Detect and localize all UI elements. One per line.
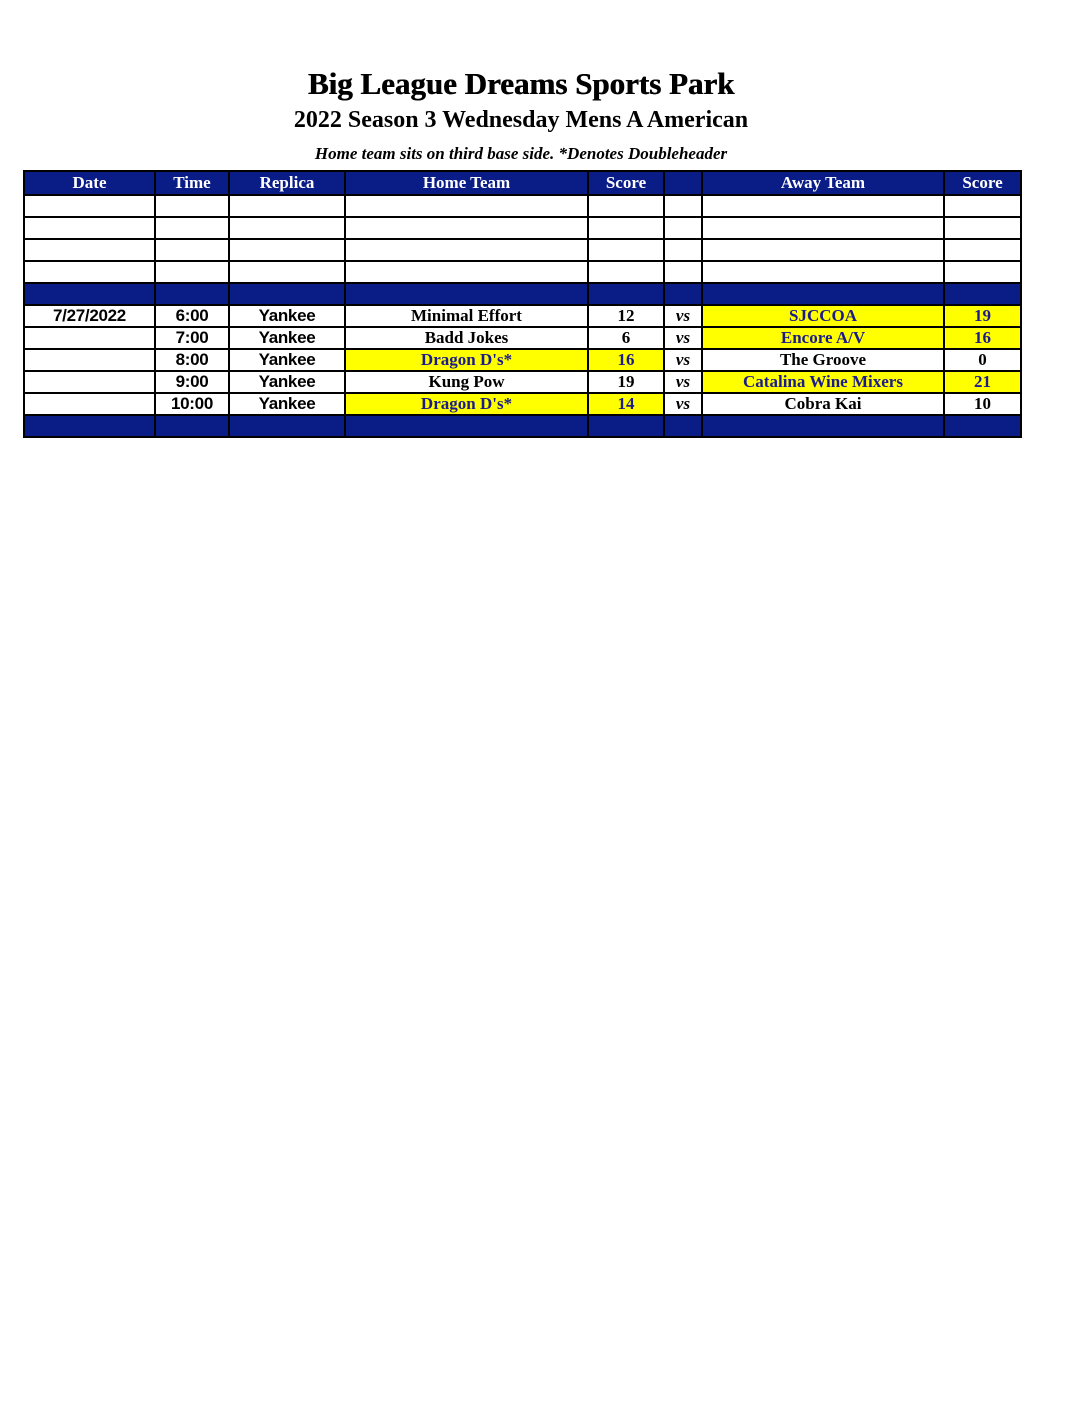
home-team: Minimal Effort bbox=[345, 305, 588, 327]
col-header-away-score: Score bbox=[944, 171, 1021, 195]
home-score: 16 bbox=[588, 349, 664, 371]
game-row bbox=[24, 305, 1021, 327]
game-date bbox=[24, 371, 155, 393]
away-team: Encore A/V bbox=[702, 327, 944, 349]
empty-row bbox=[24, 217, 1021, 239]
away-score: 19 bbox=[944, 305, 1021, 327]
away-team: Catalina Wine Mixers bbox=[702, 371, 944, 393]
col-header-away-team: Away Team bbox=[702, 171, 944, 195]
table-header-row bbox=[24, 171, 1021, 195]
game-field: Yankee bbox=[229, 371, 345, 393]
game-date bbox=[24, 393, 155, 415]
home-team: Kung Pow bbox=[345, 371, 588, 393]
home-score: 19 bbox=[588, 371, 664, 393]
vs-label: vs bbox=[664, 327, 702, 349]
game-time: 10:00 bbox=[155, 393, 229, 415]
away-score: 10 bbox=[944, 393, 1021, 415]
home-score: 12 bbox=[588, 305, 664, 327]
home-score: 14 bbox=[588, 393, 664, 415]
game-row bbox=[24, 393, 1021, 415]
game-row bbox=[24, 349, 1021, 371]
col-header-home-team: Home Team bbox=[345, 171, 588, 195]
col-header-date: Date bbox=[24, 171, 155, 195]
empty-row bbox=[24, 239, 1021, 261]
vs-label: vs bbox=[664, 371, 702, 393]
game-field: Yankee bbox=[229, 327, 345, 349]
schedule-note: Home team sits on third base side. *Denotes Doubleheader bbox=[314, 144, 728, 163]
col-header-vs bbox=[664, 171, 702, 195]
away-team: SJCCOA bbox=[702, 305, 944, 327]
home-team: Dragon D's* bbox=[345, 393, 588, 415]
game-field: Yankee bbox=[229, 349, 345, 371]
game-date: 7/27/2022 bbox=[24, 305, 155, 327]
home-team: Dragon D's* bbox=[345, 349, 588, 371]
vs-label: vs bbox=[664, 393, 702, 415]
game-row bbox=[24, 327, 1021, 349]
game-date bbox=[24, 327, 155, 349]
empty-row bbox=[24, 261, 1021, 283]
vs-label: vs bbox=[664, 305, 702, 327]
game-time: 9:00 bbox=[155, 371, 229, 393]
away-score: 16 bbox=[944, 327, 1021, 349]
home-team: Badd Jokes bbox=[345, 327, 588, 349]
game-time: 6:00 bbox=[155, 305, 229, 327]
separator-band bbox=[24, 283, 1021, 305]
away-score: 0 bbox=[944, 349, 1021, 371]
empty-row bbox=[24, 195, 1021, 217]
col-header-replica: Replica bbox=[229, 171, 345, 195]
home-score: 6 bbox=[588, 327, 664, 349]
away-team: Cobra Kai bbox=[702, 393, 944, 415]
col-header-home-score: Score bbox=[588, 171, 664, 195]
schedule-table bbox=[23, 170, 1022, 438]
game-time: 7:00 bbox=[155, 327, 229, 349]
page-title: Big League Dreams Sports Park bbox=[307, 66, 735, 101]
game-field: Yankee bbox=[229, 305, 345, 327]
game-date bbox=[24, 349, 155, 371]
game-field: Yankee bbox=[229, 393, 345, 415]
col-header-time: Time bbox=[155, 171, 229, 195]
game-row bbox=[24, 371, 1021, 393]
footer-band bbox=[24, 415, 1021, 437]
away-team: The Groove bbox=[702, 349, 944, 371]
page-subtitle: 2022 Season 3 Wednesday Mens A American bbox=[293, 107, 749, 133]
away-score: 21 bbox=[944, 371, 1021, 393]
game-time: 8:00 bbox=[155, 349, 229, 371]
vs-label: vs bbox=[664, 349, 702, 371]
